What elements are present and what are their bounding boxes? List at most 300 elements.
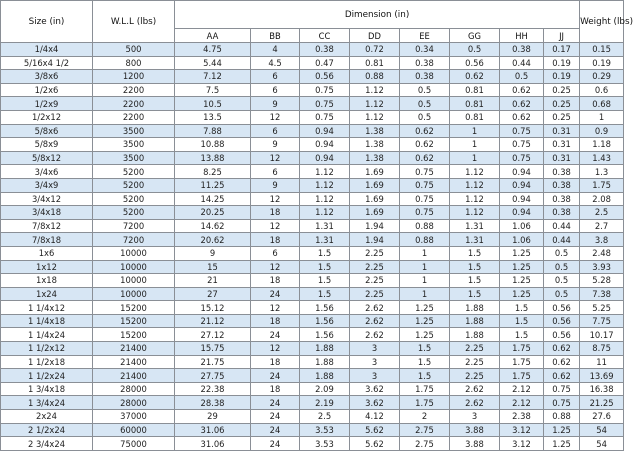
bb-cell: 24	[251, 423, 300, 437]
cc-cell: 1.12	[300, 165, 350, 179]
dimension-col-hh: HH	[500, 29, 544, 43]
wll-cell: 2200	[93, 83, 175, 97]
ee-cell: 1.25	[400, 314, 450, 328]
ee-cell: 0.88	[400, 233, 450, 247]
cc-cell: 1.5	[300, 287, 350, 301]
size-cell: 1/2x12	[1, 110, 93, 124]
table-row	[1, 410, 624, 424]
cc-cell: 2.09	[300, 382, 350, 396]
jj-cell: 0.44	[544, 219, 580, 233]
table-row	[1, 206, 624, 220]
jj-cell: 0.62	[544, 369, 580, 383]
weight-cell: 54	[580, 437, 624, 451]
hh-cell: 1.75	[500, 355, 544, 369]
size-cell: 1 1/4x12	[1, 301, 93, 315]
hh-cell: 1.25	[500, 274, 544, 288]
wll-cell: 3500	[93, 124, 175, 138]
size-cell: 1 1/4x24	[1, 328, 93, 342]
cc-cell: 0.94	[300, 124, 350, 138]
wll-cell: 15200	[93, 301, 175, 315]
ee-cell: 1	[400, 260, 450, 274]
wll-cell: 21400	[93, 355, 175, 369]
table-row	[1, 110, 624, 124]
ee-cell: 0.62	[400, 138, 450, 152]
weight-cell: 0.6	[580, 83, 624, 97]
table-row	[1, 396, 624, 410]
weight-cell: 3.8	[580, 233, 624, 247]
dd-cell: 1.12	[350, 110, 400, 124]
aa-cell: 31.06	[175, 437, 251, 451]
ee-cell: 0.88	[400, 219, 450, 233]
cc-cell: 1.56	[300, 314, 350, 328]
table-row	[1, 260, 624, 274]
dd-cell: 4.12	[350, 410, 400, 424]
cc-cell: 0.38	[300, 43, 350, 57]
aa-cell: 14.25	[175, 192, 251, 206]
jj-cell: 0.5	[544, 260, 580, 274]
weight-cell: 2.48	[580, 246, 624, 260]
bb-cell: 9	[251, 178, 300, 192]
ee-cell: 1	[400, 246, 450, 260]
dd-cell: 1.12	[350, 83, 400, 97]
gg-cell: 1.88	[450, 314, 500, 328]
cc-cell: 1.56	[300, 328, 350, 342]
table-row	[1, 274, 624, 288]
aa-cell: 21	[175, 274, 251, 288]
weight-cell: 7.75	[580, 314, 624, 328]
cc-cell: 1.56	[300, 301, 350, 315]
weight-cell: 13.69	[580, 369, 624, 383]
dd-cell: 2.25	[350, 260, 400, 274]
gg-cell: 2.25	[450, 355, 500, 369]
jj-cell: 0.17	[544, 43, 580, 57]
table-row	[1, 124, 624, 138]
size-cell: 1x18	[1, 274, 93, 288]
ee-cell: 0.38	[400, 70, 450, 84]
size-cell: 1 3/4x24	[1, 396, 93, 410]
size-header: Size (in)	[1, 1, 93, 43]
ee-cell: 0.75	[400, 192, 450, 206]
wll-cell: 7200	[93, 233, 175, 247]
size-cell: 1 1/4x18	[1, 314, 93, 328]
bb-cell: 24	[251, 369, 300, 383]
weight-cell: 3.93	[580, 260, 624, 274]
weight-cell: 1.43	[580, 151, 624, 165]
gg-cell: 3.88	[450, 437, 500, 451]
gg-cell: 1.31	[450, 219, 500, 233]
cc-cell: 1.5	[300, 246, 350, 260]
weight-cell: 2.5	[580, 206, 624, 220]
aa-cell: 15.12	[175, 301, 251, 315]
bb-cell: 12	[251, 301, 300, 315]
size-cell: 7/8x18	[1, 233, 93, 247]
size-cell: 1 1/2x24	[1, 369, 93, 383]
table-row	[1, 97, 624, 111]
aa-cell: 13.88	[175, 151, 251, 165]
gg-cell: 1.12	[450, 165, 500, 179]
dd-cell: 1.69	[350, 165, 400, 179]
bb-cell: 12	[251, 192, 300, 206]
cc-cell: 2.19	[300, 396, 350, 410]
hh-cell: 3.12	[500, 423, 544, 437]
gg-cell: 1.5	[450, 260, 500, 274]
table-row	[1, 328, 624, 342]
bb-cell: 4	[251, 43, 300, 57]
jj-cell: 0.25	[544, 110, 580, 124]
wll-cell: 500	[93, 43, 175, 57]
dimension-col-gg: GG	[450, 29, 500, 43]
bb-cell: 6	[251, 83, 300, 97]
table-row	[1, 342, 624, 356]
dimension-col-dd: DD	[350, 29, 400, 43]
size-cell: 5/8x6	[1, 124, 93, 138]
wll-header: W.L.L (lbs)	[93, 1, 175, 43]
cc-cell: 1.88	[300, 342, 350, 356]
ee-cell: 0.75	[400, 178, 450, 192]
wll-cell: 10000	[93, 274, 175, 288]
dd-cell: 1.12	[350, 97, 400, 111]
aa-cell: 8.25	[175, 165, 251, 179]
jj-cell: 0.5	[544, 287, 580, 301]
jj-cell: 0.88	[544, 410, 580, 424]
ee-cell: 0.5	[400, 110, 450, 124]
dimension-header: Dimension (in)	[175, 1, 580, 29]
cc-cell: 1.12	[300, 206, 350, 220]
table-row	[1, 56, 624, 70]
ee-cell: 0.5	[400, 83, 450, 97]
jj-cell: 0.75	[544, 396, 580, 410]
cc-cell: 0.75	[300, 83, 350, 97]
ee-cell: 0.75	[400, 206, 450, 220]
dd-cell: 1.38	[350, 151, 400, 165]
jj-cell: 0.75	[544, 382, 580, 396]
ee-cell: 0.5	[400, 97, 450, 111]
dd-cell: 3	[350, 369, 400, 383]
bb-cell: 24	[251, 328, 300, 342]
weight-cell: 16.38	[580, 382, 624, 396]
wll-cell: 3500	[93, 151, 175, 165]
gg-cell: 1.5	[450, 246, 500, 260]
dd-cell: 1.94	[350, 219, 400, 233]
ee-cell: 1	[400, 287, 450, 301]
wll-cell: 15200	[93, 328, 175, 342]
hh-cell: 0.94	[500, 178, 544, 192]
gg-cell: 1.5	[450, 287, 500, 301]
hh-cell: 0.75	[500, 151, 544, 165]
dd-cell: 2.25	[350, 287, 400, 301]
ee-cell: 1.5	[400, 355, 450, 369]
ee-cell: 2	[400, 410, 450, 424]
hh-cell: 1.06	[500, 233, 544, 247]
bb-cell: 18	[251, 314, 300, 328]
cc-cell: 0.56	[300, 70, 350, 84]
bb-cell: 18	[251, 274, 300, 288]
dd-cell: 3	[350, 342, 400, 356]
aa-cell: 21.75	[175, 355, 251, 369]
ee-cell: 0.34	[400, 43, 450, 57]
aa-cell: 28.38	[175, 396, 251, 410]
hh-cell: 0.62	[500, 83, 544, 97]
gg-cell: 0.5	[450, 43, 500, 57]
ee-cell: 1.5	[400, 369, 450, 383]
dd-cell: 0.72	[350, 43, 400, 57]
table-row	[1, 138, 624, 152]
cc-cell: 1.88	[300, 355, 350, 369]
table-row	[1, 314, 624, 328]
jj-cell: 0.56	[544, 314, 580, 328]
wll-cell: 7200	[93, 219, 175, 233]
bb-cell: 6	[251, 165, 300, 179]
table-row	[1, 192, 624, 206]
jj-cell: 0.5	[544, 274, 580, 288]
bb-cell: 18	[251, 206, 300, 220]
table-row	[1, 437, 624, 451]
dd-cell: 1.69	[350, 206, 400, 220]
hh-cell: 0.62	[500, 110, 544, 124]
dd-cell: 2.62	[350, 314, 400, 328]
hh-cell: 1.25	[500, 287, 544, 301]
size-cell: 5/16x4 1/2	[1, 56, 93, 70]
dd-cell: 5.62	[350, 437, 400, 451]
table-row	[1, 178, 624, 192]
weight-cell: 21.25	[580, 396, 624, 410]
weight-cell: 1.18	[580, 138, 624, 152]
bb-cell: 12	[251, 110, 300, 124]
size-cell: 1/2x6	[1, 83, 93, 97]
dimension-col-cc: CC	[300, 29, 350, 43]
table-row	[1, 246, 624, 260]
cc-cell: 1.88	[300, 369, 350, 383]
size-cell: 3/4x18	[1, 206, 93, 220]
table-row	[1, 369, 624, 383]
aa-cell: 21.12	[175, 314, 251, 328]
weight-cell: 2.08	[580, 192, 624, 206]
jj-cell: 0.38	[544, 165, 580, 179]
bb-cell: 24	[251, 287, 300, 301]
gg-cell: 1.88	[450, 328, 500, 342]
jj-cell: 1.25	[544, 437, 580, 451]
dd-cell: 0.88	[350, 70, 400, 84]
weight-cell: 54	[580, 423, 624, 437]
aa-cell: 22.38	[175, 382, 251, 396]
size-cell: 5/8x9	[1, 138, 93, 152]
jj-cell: 0.31	[544, 124, 580, 138]
gg-cell: 0.56	[450, 56, 500, 70]
aa-cell: 20.25	[175, 206, 251, 220]
ee-cell: 0.62	[400, 151, 450, 165]
weight-cell: 10.17	[580, 328, 624, 342]
cc-cell: 1.12	[300, 178, 350, 192]
dd-cell: 2.62	[350, 328, 400, 342]
aa-cell: 10.5	[175, 97, 251, 111]
hh-cell: 0.94	[500, 192, 544, 206]
hh-cell: 0.44	[500, 56, 544, 70]
aa-cell: 10.88	[175, 138, 251, 152]
gg-cell: 1.88	[450, 301, 500, 315]
wll-cell: 10000	[93, 287, 175, 301]
wll-cell: 1200	[93, 70, 175, 84]
cc-cell: 3.53	[300, 423, 350, 437]
cc-cell: 0.75	[300, 110, 350, 124]
wll-cell: 60000	[93, 423, 175, 437]
wll-cell: 5200	[93, 165, 175, 179]
cc-cell: 1.12	[300, 192, 350, 206]
gg-cell: 2.62	[450, 382, 500, 396]
weight-cell: 1	[580, 110, 624, 124]
aa-cell: 20.62	[175, 233, 251, 247]
size-cell: 2 1/2x24	[1, 423, 93, 437]
gg-cell: 0.81	[450, 110, 500, 124]
wll-cell: 2200	[93, 110, 175, 124]
aa-cell: 31.06	[175, 423, 251, 437]
wll-cell: 10000	[93, 260, 175, 274]
bb-cell: 18	[251, 355, 300, 369]
gg-cell: 2.25	[450, 369, 500, 383]
gg-cell: 2.62	[450, 396, 500, 410]
hh-cell: 1.75	[500, 342, 544, 356]
aa-cell: 15.75	[175, 342, 251, 356]
gg-cell: 3	[450, 410, 500, 424]
aa-cell: 7.12	[175, 70, 251, 84]
size-cell: 1x6	[1, 246, 93, 260]
gg-cell: 1	[450, 151, 500, 165]
table-row	[1, 70, 624, 84]
ee-cell: 1	[400, 274, 450, 288]
gg-cell: 0.81	[450, 83, 500, 97]
jj-cell: 0.56	[544, 328, 580, 342]
table-row	[1, 83, 624, 97]
size-cell: 1 1/2x18	[1, 355, 93, 369]
table-row	[1, 287, 624, 301]
hh-cell: 1.25	[500, 260, 544, 274]
wll-cell: 10000	[93, 246, 175, 260]
bb-cell: 4.5	[251, 56, 300, 70]
ee-cell: 0.75	[400, 165, 450, 179]
dd-cell: 1.94	[350, 233, 400, 247]
weight-cell: 8.75	[580, 342, 624, 356]
jj-cell: 0.19	[544, 56, 580, 70]
bb-cell: 12	[251, 219, 300, 233]
dd-cell: 2.25	[350, 246, 400, 260]
gg-cell: 1.31	[450, 233, 500, 247]
cc-cell: 0.47	[300, 56, 350, 70]
hh-cell: 0.38	[500, 43, 544, 57]
bb-cell: 12	[251, 342, 300, 356]
aa-cell: 14.62	[175, 219, 251, 233]
size-cell: 3/4x9	[1, 178, 93, 192]
ee-cell: 1.75	[400, 382, 450, 396]
weight-cell: 2.7	[580, 219, 624, 233]
cc-cell: 0.94	[300, 151, 350, 165]
jj-cell: 0.38	[544, 206, 580, 220]
jj-cell: 0.31	[544, 151, 580, 165]
aa-cell: 29	[175, 410, 251, 424]
weight-cell: 1.75	[580, 178, 624, 192]
jj-cell: 0.31	[544, 138, 580, 152]
gg-cell: 1.12	[450, 206, 500, 220]
hh-cell: 0.75	[500, 124, 544, 138]
bb-cell: 18	[251, 233, 300, 247]
bb-cell: 9	[251, 97, 300, 111]
dimension-col-ee: EE	[400, 29, 450, 43]
dd-cell: 1.69	[350, 192, 400, 206]
table-row	[1, 355, 624, 369]
hh-cell: 0.94	[500, 165, 544, 179]
weight-cell: 5.25	[580, 301, 624, 315]
hh-cell: 0.75	[500, 138, 544, 152]
weight-cell: 27.6	[580, 410, 624, 424]
jj-cell: 0.38	[544, 178, 580, 192]
weight-cell: 0.15	[580, 43, 624, 57]
size-cell: 5/8x12	[1, 151, 93, 165]
table-row	[1, 233, 624, 247]
size-cell: 1x24	[1, 287, 93, 301]
ee-cell: 1.5	[400, 342, 450, 356]
size-cell: 2x24	[1, 410, 93, 424]
hh-cell: 1.5	[500, 328, 544, 342]
hh-cell: 0.5	[500, 70, 544, 84]
weight-cell: 0.29	[580, 70, 624, 84]
wll-cell: 5200	[93, 206, 175, 220]
dd-cell: 1.69	[350, 178, 400, 192]
bb-cell: 6	[251, 246, 300, 260]
aa-cell: 4.75	[175, 43, 251, 57]
aa-cell: 27	[175, 287, 251, 301]
wll-cell: 3500	[93, 138, 175, 152]
wll-cell: 800	[93, 56, 175, 70]
weight-cell: 7.38	[580, 287, 624, 301]
dd-cell: 3.62	[350, 382, 400, 396]
weight-header: Weight (lbs)	[580, 1, 624, 43]
size-cell: 2 3/4x24	[1, 437, 93, 451]
ee-cell: 2.75	[400, 423, 450, 437]
ee-cell: 1.75	[400, 396, 450, 410]
wll-cell: 5200	[93, 192, 175, 206]
weight-cell: 5.28	[580, 274, 624, 288]
gg-cell: 3.88	[450, 423, 500, 437]
hh-cell: 0.94	[500, 206, 544, 220]
cc-cell: 1.5	[300, 274, 350, 288]
size-cell: 7/8x12	[1, 219, 93, 233]
size-cell: 3/8x6	[1, 70, 93, 84]
dd-cell: 2.62	[350, 301, 400, 315]
ee-cell: 2.75	[400, 437, 450, 451]
gg-cell: 1.5	[450, 274, 500, 288]
weight-cell: 0.9	[580, 124, 624, 138]
gg-cell: 1.12	[450, 178, 500, 192]
bb-cell: 24	[251, 396, 300, 410]
ee-cell: 1.25	[400, 328, 450, 342]
bb-cell: 24	[251, 410, 300, 424]
cc-cell: 2.5	[300, 410, 350, 424]
size-cell: 1 3/4x18	[1, 382, 93, 396]
wll-cell: 28000	[93, 396, 175, 410]
table-row	[1, 382, 624, 396]
wll-cell: 2200	[93, 97, 175, 111]
dd-cell: 1.38	[350, 124, 400, 138]
size-cell: 3/4x12	[1, 192, 93, 206]
wll-cell: 21400	[93, 342, 175, 356]
dd-cell: 0.81	[350, 56, 400, 70]
size-cell: 1/4x4	[1, 43, 93, 57]
table-row	[1, 423, 624, 437]
wll-cell: 5200	[93, 178, 175, 192]
jj-cell: 1.25	[544, 423, 580, 437]
cc-cell: 0.94	[300, 138, 350, 152]
jj-cell: 0.44	[544, 233, 580, 247]
ee-cell: 0.38	[400, 56, 450, 70]
cc-cell: 1.5	[300, 260, 350, 274]
